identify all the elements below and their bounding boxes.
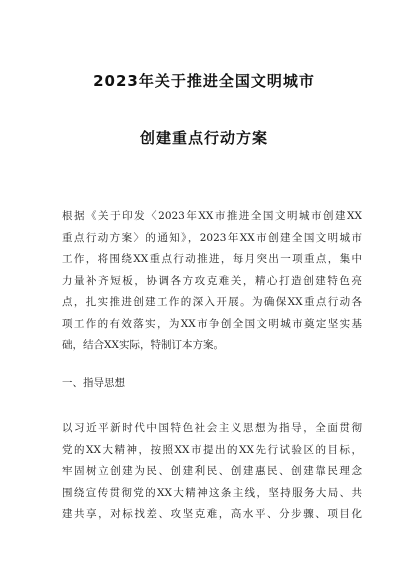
intro-paragraph: [62, 206, 362, 357]
document-title-line-1: 2023年关于推进全国文明城市: [93, 72, 315, 90]
paragraph-line: 工作，将围绕XX重点行动推进，每月突出一项重点，集中: [62, 253, 362, 265]
paragraph-line: 牢固树立创建为民、创建利民、创建惠民、创建靠民理念: [62, 465, 362, 477]
paragraph-line: 党的XX大精神，按照XX市提出的XX先行试验区的目标，: [62, 443, 362, 456]
paragraph-line: 础，结合XX实际，特制订本方案。: [62, 339, 224, 351]
section-heading-guiding-ideology: 一、指导思想: [62, 377, 125, 389]
paragraph-line: 重点行动方案〉的通知》，2023年XX市创建全国文明城市: [62, 231, 362, 244]
paragraph-line: 根据《关于印发〈2023年XX市推进全国文明城市创建XX: [62, 210, 362, 222]
paragraph-line: 建共享，对标找差、攻坚克难，高水平、分步骤、项目化: [62, 508, 362, 520]
paragraph-line: 点，扎实推进创建工作的深入开展。为确保XX重点行动各: [62, 296, 362, 308]
guiding-ideology-paragraph: [62, 418, 362, 526]
paragraph-line: 围绕宣传贯彻党的XX大精神这条主线，坚持服务大局、共: [62, 486, 362, 499]
paragraph-line: 以习近平新时代中国特色社会主义思想为指导，全面贯彻: [62, 422, 362, 434]
paragraph-line: 力量补齐短板，协调各方攻克难关，精心打造创建特色亮: [62, 274, 362, 287]
document-title-line-2: 创建重点行动方案: [139, 129, 268, 147]
paragraph-line: 项工作的有效落实，为XX市争创全国文明城市奠定坚实基: [62, 317, 362, 330]
